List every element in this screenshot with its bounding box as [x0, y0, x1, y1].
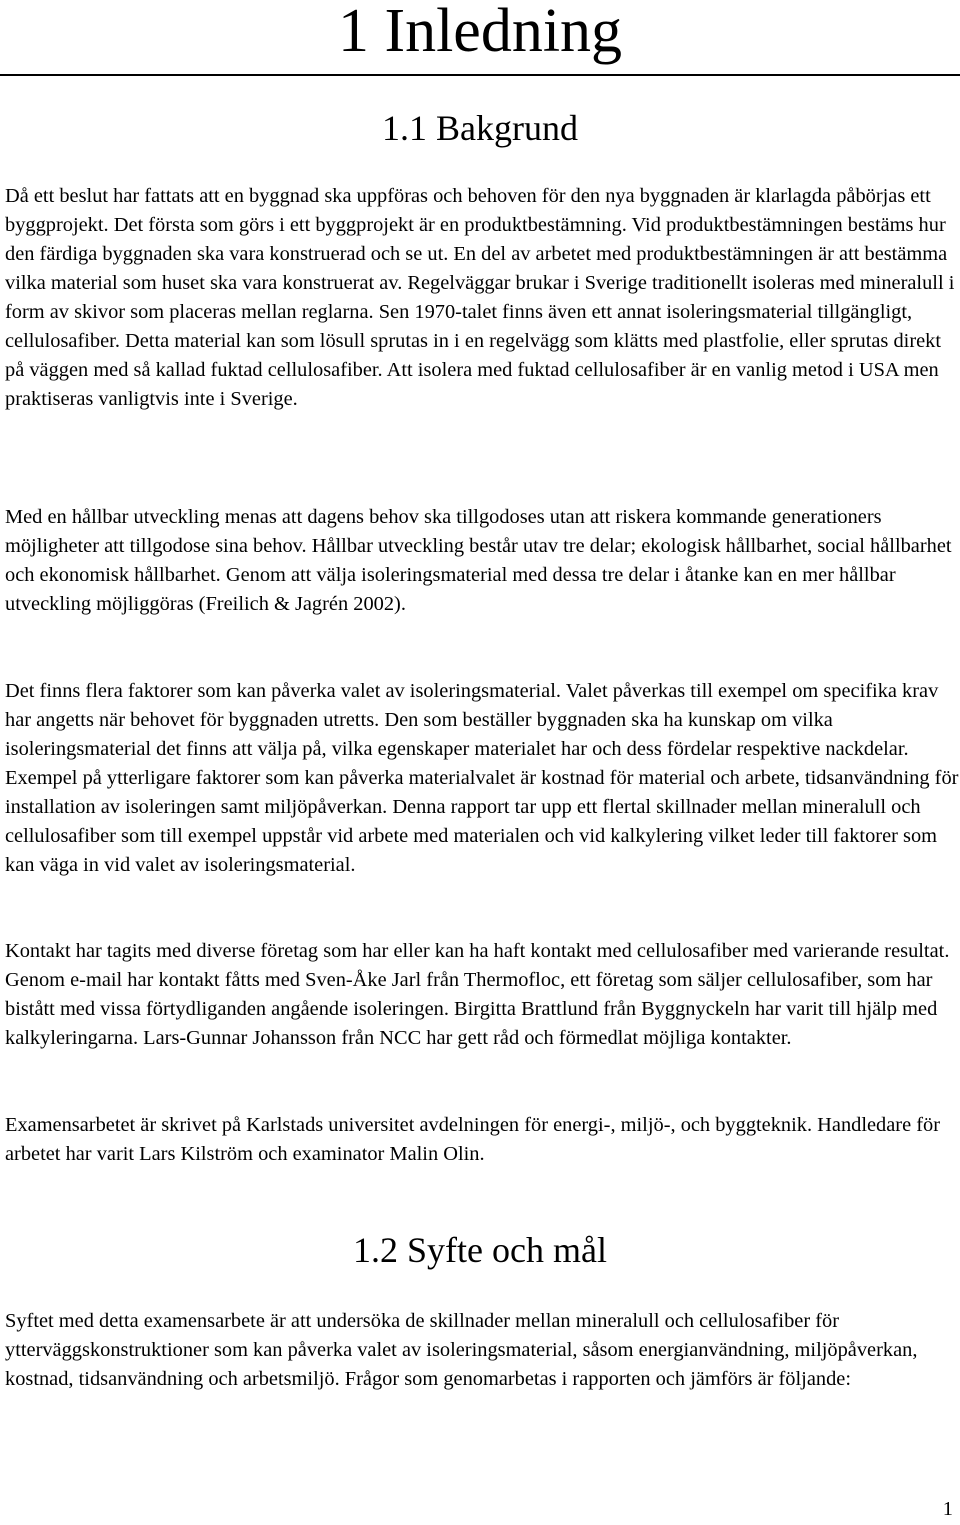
heading-rule [0, 74, 960, 76]
paragraph-bakgrund-5: Examensarbetet är skrivet på Karlstads universitet avdelningen för energi-, miljö-, och byggteknik. Handledare för arbetet har varit Lars Kilström och examinator Malin Olin. [5, 1114, 941, 1165]
section-heading-syfte: 1.2 Syfte och mål [353, 1230, 607, 1270]
paragraph-bakgrund-1: Då ett beslut har fattats att en byggnad ska uppföras och behoven för den nya byggnaden är klarlagda påbörjas ett byggprojekt. Det första som görs i ett byggprojekt är en produktbestämning. Vid produktbestämningen bestäms hur den färdiga byggnaden ska vara konstruerad och se ut. En del av arbetet med produktbestämningen är att bestämma vilka material som huset ska vara konstruerat av. Regelväggar brukar i Sverige traditionellt isoleras med mineralull i form av skivor som placeras mellan reglarna. Sen 1970-talet finns även ett annat isoleringsmaterial tillgängligt, cellulosafiber. Detta material kan som lösull sprutas in i en regelvägg som klätts med plastfolie, eller sprutas direkt på väggen med så kallad fuktad cellulosafiber. Att isolera med fuktad cellulosafiber är en vanlig metod i USA men praktiseras vanligtvis inte i Sverige. [5, 185, 955, 410]
page-number: 1 [942, 1498, 953, 1520]
paragraph-bakgrund-2: Med en hållbar utveckling menas att dagens behov ska tillgodoses utan att riskera kommande generationers möjligheter att tillgodose sina behov. Hållbar utveckling består utav tre delar; ekologisk hållbarhet, social hållbarhet och ekonomisk hållbarhet. Genom att välja isoleringsmaterial med dessa tre delar i åtanke kan en mer hållbar utveckling möjliggöras (Freilich & Jagrén 2002). [5, 506, 952, 615]
section-heading-bakgrund: 1.1 Bakgrund [382, 108, 578, 148]
paragraph-bakgrund-4: Kontakt har tagits med diverse företag som har eller kan ha haft kontakt med cellulosafiber med varierande resultat. Genom e-mail har kontakt fåtts med Sven-Åke Jarl från Thermofloc, ett företag som säljer cellulosafiber, som har bistått med vissa förtydliganden angående isoleringen. Birgitta Brattlund från Byggnyckeln har varit till hjälp med kalkyleringarna. Lars-Gunnar Johansson från NCC har gett råd och förmedlat möjliga kontakter. [5, 940, 950, 1049]
paragraph-syfte-1: Syftet med detta examensarbete är att undersöka de skillnader mellan mineralull och cellulosafiber för ytterväggskonstruktioner som kan påverka valet av isoleringsmaterial, såsom energianvändning, miljöpåverkan, kostnad, tidsanvändning och arbetsmiljö. Frågor som genomarbetas i rapporten och jämförs är följande: [5, 1310, 918, 1390]
paragraph-bakgrund-3: Det finns flera faktorer som kan påverka valet av isoleringsmaterial. Valet påverkas till exempel om specifika krav har angetts när behovet för byggnaden utretts. Den som beställer byggnaden ska ha kunskap om vilka isoleringsmaterial det finns att välja på, vilka egenskaper materialet har och dess fördelar respektive nackdelar. Exempel på ytterligare faktorer som kan påverka materialvalet är kostnad för material och arbete, tidsanvändning för installation av isoleringen samt miljöpåverkan. Denna rapport tar upp ett flertal skillnader mellan mineralull och cellulosafiber som till exempel uppstår vid arbete med materialen och vid kalkylering vilket leder till faktorer som kan väga in vid valet av isoleringsmaterial. [5, 680, 959, 876]
chapter-heading: 1 Inledning [337, 0, 623, 65]
